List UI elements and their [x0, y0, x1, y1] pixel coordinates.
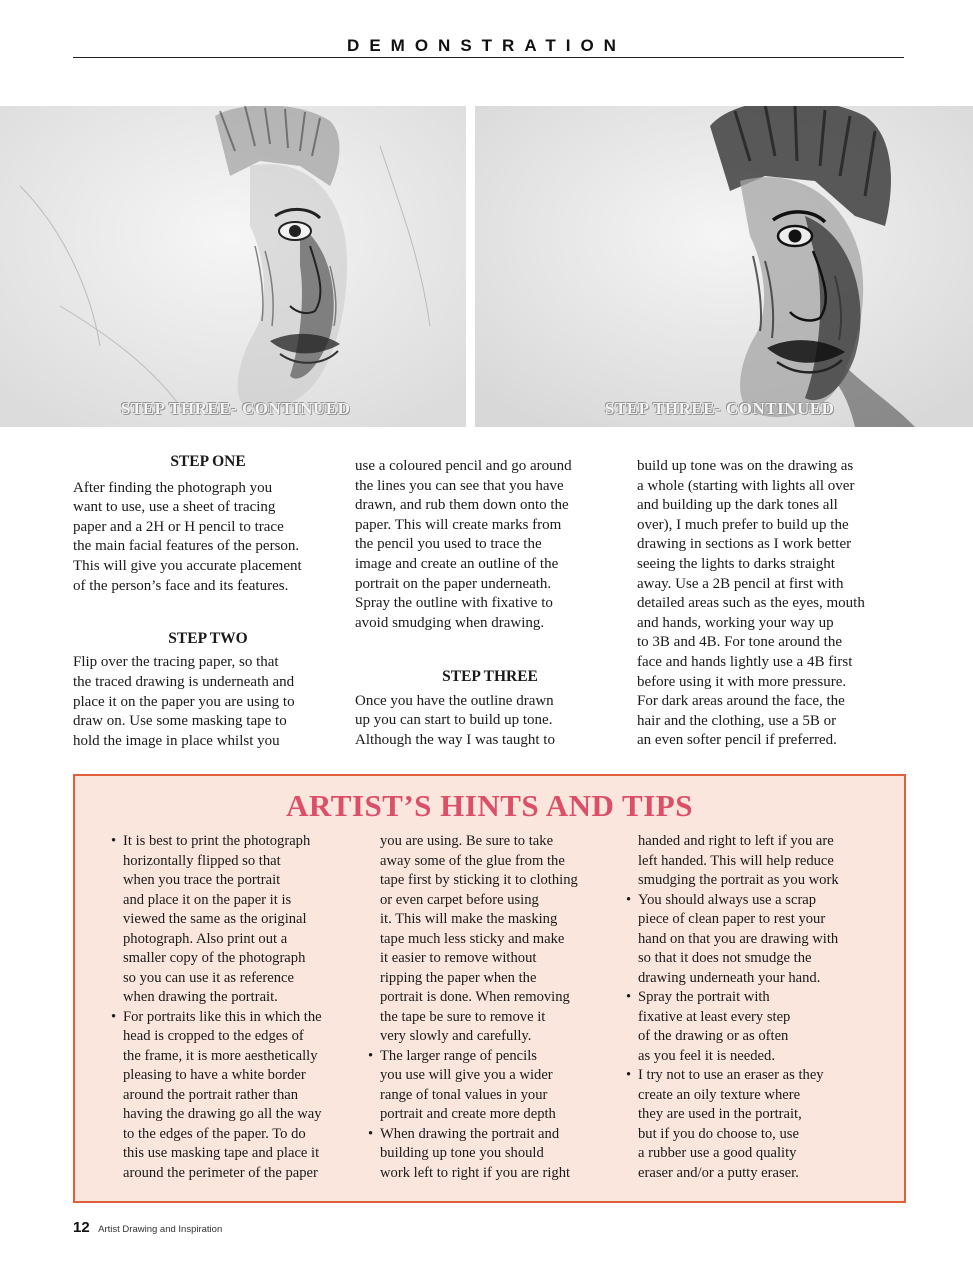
tip-line: this use masking tape and place it [123, 1145, 320, 1161]
text-line: avoid smudging when drawing. [355, 614, 545, 631]
text-line: before using it with more pressure. [637, 673, 847, 690]
tip-bullet-line: • For portraits like this in which the [111, 1008, 363, 1028]
tip-line: work left to right if you are right [380, 1164, 571, 1181]
tips-title: ARTIST’S HINTS AND TIPS [286, 788, 693, 823]
tip-line: tape first by sticking it to clothing [380, 872, 578, 888]
text-line: over), I much prefer to build up the [637, 516, 849, 533]
text-line: up you can start to build up tone. [355, 712, 553, 729]
tip-line: viewed the same as the original [123, 911, 307, 927]
text-line: hold the image in place whilst you [73, 732, 280, 749]
tips-column-3 [626, 832, 878, 1183]
tip-bullet-line: • You should always use a scrap [626, 891, 878, 911]
tip-line: it easier to remove without [380, 950, 537, 966]
tip-line: pleasing to have a white border [123, 1067, 306, 1083]
tip-line: you use will give you a wider [380, 1067, 553, 1083]
tip-line: they are used in the portrait, [638, 1106, 802, 1122]
tip-line: the tape be sure to remove it [380, 1008, 546, 1025]
tip-line: but if you do choose to, use [638, 1125, 799, 1142]
text-line: a whole (starting with lights all over [637, 477, 855, 494]
tip-line: left handed. This will help reduce [638, 852, 834, 869]
tip-line: portrait and create more depth [380, 1106, 556, 1122]
text-line: build up tone was on the drawing as [637, 458, 854, 474]
tip-line: or even carpet before using [380, 891, 539, 908]
tip-line: portrait is done. When removing [380, 989, 570, 1005]
tip-line: around the perimeter of the paper [123, 1164, 318, 1181]
text-line: the lines you can see that you have [355, 477, 564, 494]
section-title: DEMONSTRATION [347, 36, 626, 55]
header-rule [73, 57, 904, 58]
article-column-3 [637, 457, 912, 751]
text-line: seeing the lights to darks straight [637, 555, 835, 572]
text-line: draw on. Use some masking tape to [73, 713, 287, 730]
text-line: use a coloured pencil and go around [355, 458, 572, 474]
text-line: portrait on the paper underneath. [355, 575, 552, 592]
tip-line: piece of clean paper to rest your [638, 911, 826, 927]
hints-and-tips-box [73, 774, 906, 1203]
text-line: drawing in sections as I work better [637, 536, 852, 553]
tip-line: so you can use it as reference [123, 969, 294, 986]
tip-bullet-line: • The larger range of pencils [368, 1047, 620, 1067]
tip-bullet-line: • I try not to use an eraser as they [626, 1066, 878, 1086]
text-line: place it on the paper you are using to [73, 693, 295, 710]
text-line: want to use, use a sheet of tracing [73, 499, 276, 516]
tip-line: smaller copy of the photograph [123, 950, 306, 966]
text-line: Once you have the outline drawn [355, 692, 554, 709]
text-line: away. Use a 2B pencil at first with [637, 575, 844, 592]
text-line: hair and the clothing, use a 5B or [637, 712, 837, 729]
tip-bullet-line: • It is best to print the photograph [111, 832, 363, 852]
text-line: face and hands lightly use a 4B first [637, 653, 853, 670]
step-one-heading: STEP ONE [170, 453, 246, 470]
tip-line: horizontally flipped so that [123, 852, 281, 869]
text-line: the main facial features of the person. [73, 538, 300, 555]
tip-line: when drawing the portrait. [123, 989, 278, 1005]
portrait-image-right [475, 106, 973, 427]
tip-line: around the portrait rather than [123, 1086, 299, 1103]
article-column-1 [73, 452, 343, 751]
pencil-portrait-drawing [0, 106, 466, 427]
tips-column-2 [368, 832, 620, 1183]
page-footer [73, 1219, 222, 1237]
tip-line: so that it does not smudge the [638, 950, 812, 966]
step-two-heading: STEP TWO [168, 629, 248, 647]
tip-bullet-line: • When drawing the portrait and [368, 1125, 620, 1145]
text-line: and hands, working your way up [637, 614, 834, 631]
text-line: drawn, and rub them down onto the [355, 497, 569, 514]
tip-line: range of tonal values in your [380, 1086, 548, 1103]
tips-column-1 [111, 832, 363, 1183]
text-line: image and create an outline of the [355, 555, 559, 572]
text-line: After finding the photograph you [73, 479, 273, 496]
tip-line: drawing underneath your hand. [638, 969, 821, 986]
tip-line: create an oily texture where [638, 1086, 801, 1103]
tip-line: of the drawing or as often [638, 1028, 789, 1044]
tip-line: you are using. Be sure to take [380, 833, 554, 849]
tip-line: ripping the paper when the [380, 969, 537, 986]
tip-line: the frame, it is more aesthetically [123, 1047, 318, 1064]
text-line: This will give you accurate placement [73, 557, 302, 574]
image-caption-right: STEP THREE- CONTINUED [605, 399, 835, 418]
tip-line: when you trace the portrait [123, 872, 281, 888]
publication-name: Artist Drawing and Inspiration [98, 1224, 223, 1235]
pencil-portrait-drawing-shaded [475, 106, 973, 427]
tip-line: very slowly and carefully. [380, 1028, 532, 1044]
tip-line: fixative at least every step [638, 1008, 791, 1025]
tip-line: it. This will make the masking [380, 911, 558, 927]
image-caption-left: STEP THREE- CONTINUED [121, 399, 351, 418]
tip-line: to the edges of the paper. To do [123, 1125, 306, 1142]
tip-line: tape much less sticky and make [380, 930, 565, 947]
text-line: and building up the dark tones all [637, 497, 838, 514]
page-number: 12 [73, 1219, 90, 1236]
text-line: to 3B and 4B. For tone around the [637, 634, 842, 651]
portrait-image-left [0, 106, 466, 427]
text-line: an even softer pencil if preferred. [637, 732, 837, 749]
text-line: the pencil you used to trace the [355, 536, 542, 553]
tip-line: and place it on the paper it is [123, 891, 292, 908]
tip-line: eraser and/or a putty eraser. [638, 1164, 799, 1181]
article-column-2 [355, 457, 625, 750]
tip-line: a rubber use a good quality [638, 1145, 797, 1161]
tip-line: having the drawing go all the way [123, 1106, 322, 1122]
text-line: detailed areas such as the eyes, mouth [637, 595, 865, 612]
text-line: paper. This will create marks from [355, 516, 562, 533]
text-line: Flip over the tracing paper, so that [73, 654, 279, 671]
tip-line: away some of the glue from the [380, 852, 565, 869]
text-line: Spray the outline with fixative to [355, 595, 553, 612]
step-three-heading: STEP THREE [442, 667, 538, 685]
tip-line: handed and right to left if you are [638, 833, 834, 849]
tip-line: building up tone you should [380, 1145, 544, 1161]
tip-line: photograph. Also print out a [123, 930, 288, 947]
text-line: Although the way I was taught to [355, 731, 555, 748]
text-line: paper and a 2H or H pencil to trace [73, 518, 284, 535]
tip-line: hand on that you are drawing with [638, 930, 839, 947]
tip-line: as you feel it is needed. [638, 1047, 775, 1064]
tip-line: head is cropped to the edges of [123, 1028, 304, 1044]
tip-line: smudging the portrait as you work [638, 872, 839, 888]
text-line: the traced drawing is underneath and [73, 673, 295, 690]
text-line: For dark areas around the face, the [637, 693, 845, 710]
tip-bullet-line: • Spray the portrait with [626, 988, 878, 1008]
text-line: of the person’s face and its features. [73, 577, 289, 594]
